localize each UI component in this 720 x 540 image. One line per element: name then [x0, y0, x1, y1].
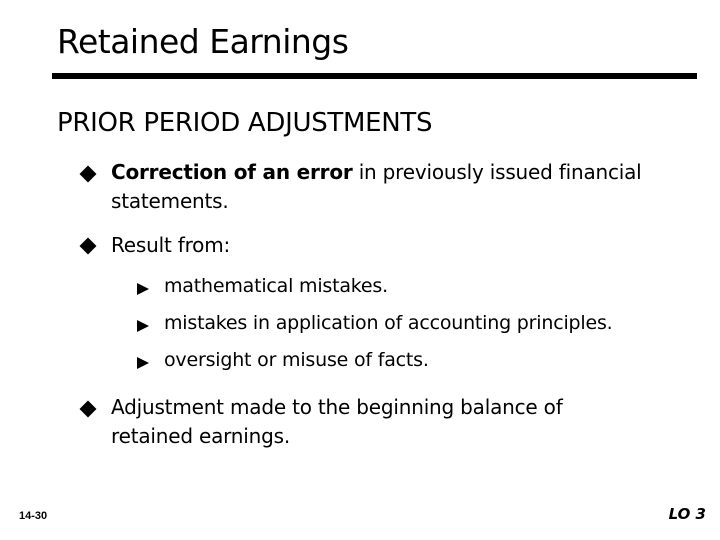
title-divider [52, 73, 697, 79]
diamond-icon [80, 238, 97, 255]
bullet-text-line1: Adjustment made to the beginning balance of [111, 395, 563, 419]
bullet-text-line2: statements. [111, 189, 229, 213]
bullet-bold-phrase: Correction of an error [111, 160, 353, 184]
sub-item-2: mistakes in application of accounting principles. [164, 312, 613, 334]
bullet-text-correction [111, 158, 671, 216]
section-heading: PRIOR PERIOD ADJUSTMENTS [57, 108, 433, 138]
bullet-text-adjustment [111, 393, 671, 451]
diamond-icon [80, 166, 97, 183]
slide-title: Retained Earnings [57, 22, 349, 61]
page-number: 14-30 [19, 510, 48, 522]
triangle-right-icon [137, 320, 149, 332]
bullet-text-line2: retained earnings. [111, 424, 290, 448]
triangle-right-icon [137, 283, 149, 295]
learning-objective-label: LO 3 [668, 505, 706, 523]
diamond-icon [80, 401, 97, 418]
sub-item-1: mathematical mistakes. [164, 275, 388, 297]
triangle-right-icon [137, 357, 149, 369]
bullet-text-line1: in previously issued financial [352, 160, 642, 184]
sub-item-3: oversight or misuse of facts. [164, 349, 429, 371]
bullet-text-result: Result from: [111, 233, 231, 257]
